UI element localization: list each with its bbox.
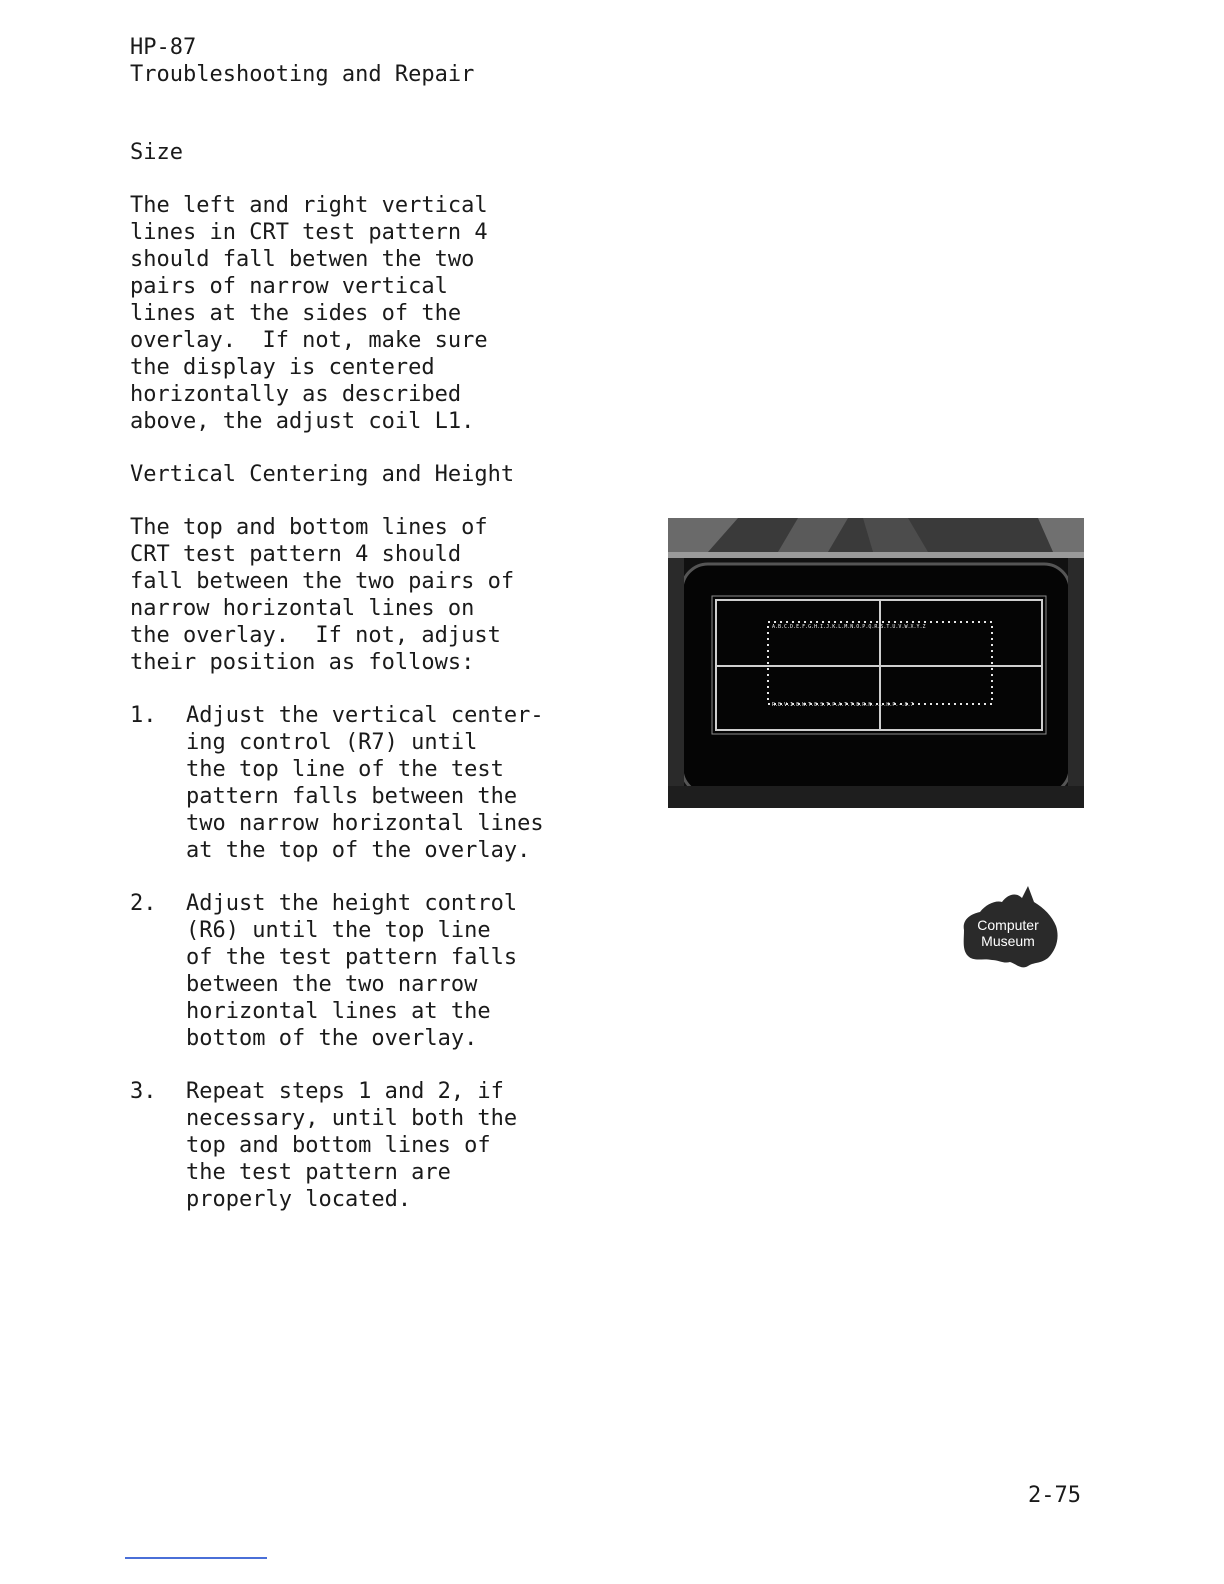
text-line: lines in CRT test pattern 4 (130, 220, 488, 245)
header-model: HP-87 (130, 35, 197, 60)
text-line: CRT test pattern 4 should (130, 542, 462, 567)
text-line: (R6) until the top line (186, 918, 491, 943)
text-line: top and bottom lines of (186, 1133, 491, 1158)
page-header (130, 34, 474, 88)
text-line: The top and bottom lines of (130, 515, 488, 540)
text-line: Repeat steps 1 and 2, if (186, 1079, 504, 1104)
logo-text-line1: Computer (977, 917, 1039, 933)
text-line: overlay. If not, make sure (130, 328, 488, 353)
text-line: the overlay. If not, adjust (130, 623, 501, 648)
text-line: necessary, until both the (186, 1106, 518, 1131)
text-line: narrow horizontal lines on (130, 596, 475, 621)
text-line: bottom of the overlay. (186, 1026, 478, 1051)
text-line: Adjust the vertical center- (186, 703, 544, 728)
text-column (130, 139, 570, 1239)
text-line: their position as follows: (130, 650, 475, 675)
text-line: the test pattern are (186, 1160, 451, 1185)
pattern-bottom-text: R.E.V.I.E.W.T.E.S.T.P.A.T.T.E.R.N.....H.P.-.8.7 (772, 702, 914, 708)
crt-test-pattern-photo (668, 518, 1084, 808)
text-line: properly located. (186, 1187, 412, 1212)
text-line: pattern falls between the (186, 784, 518, 809)
text-line: The left and right vertical (130, 193, 488, 218)
footer-rule (125, 1557, 267, 1559)
step-number: 2. (130, 891, 157, 916)
size-paragraph (130, 192, 570, 435)
procedure-steps (130, 702, 570, 1213)
text-line: at the top of the overlay. (186, 838, 531, 863)
text-line: the display is centered (130, 355, 435, 380)
header-title: Troubleshooting and Repair (130, 62, 475, 87)
section-heading-size: Size (130, 140, 183, 165)
text-line: horizontal lines at the (186, 999, 491, 1024)
step-number: 3. (130, 1079, 157, 1104)
step-item (130, 890, 570, 1052)
text-line: Adjust the height control (186, 891, 518, 916)
text-line: the top line of the test (186, 757, 504, 782)
text-line: horizontally as described (130, 382, 462, 407)
text-line: should fall betwen the two (130, 247, 475, 272)
step-item (130, 702, 570, 864)
text-line: between the two narrow (186, 972, 478, 997)
text-line: above, the adjust coil L1. (130, 409, 475, 434)
text-line: lines at the sides of the (130, 301, 462, 326)
text-line: fall between the two pairs of (130, 569, 515, 594)
logo-text-line2: Museum (981, 933, 1035, 949)
computer-museum-logo (952, 884, 1064, 976)
pattern-top-text: A.B.C.D.E.F.G.H.I.J.K.L.M.N.O.P.Q.R.S.T.U.V.W.X.Y.Z (772, 624, 926, 630)
step-item (130, 1078, 570, 1213)
text-line: ing control (R7) until (186, 730, 478, 755)
page-number: 2-75 (1028, 1483, 1081, 1508)
text-line: two narrow horizontal lines (186, 811, 544, 836)
text-line: pairs of narrow vertical (130, 274, 448, 299)
vertical-paragraph (130, 514, 570, 676)
text-line: of the test pattern falls (186, 945, 518, 970)
section-heading-vertical: Vertical Centering and Height (130, 462, 515, 487)
step-number: 1. (130, 703, 157, 728)
